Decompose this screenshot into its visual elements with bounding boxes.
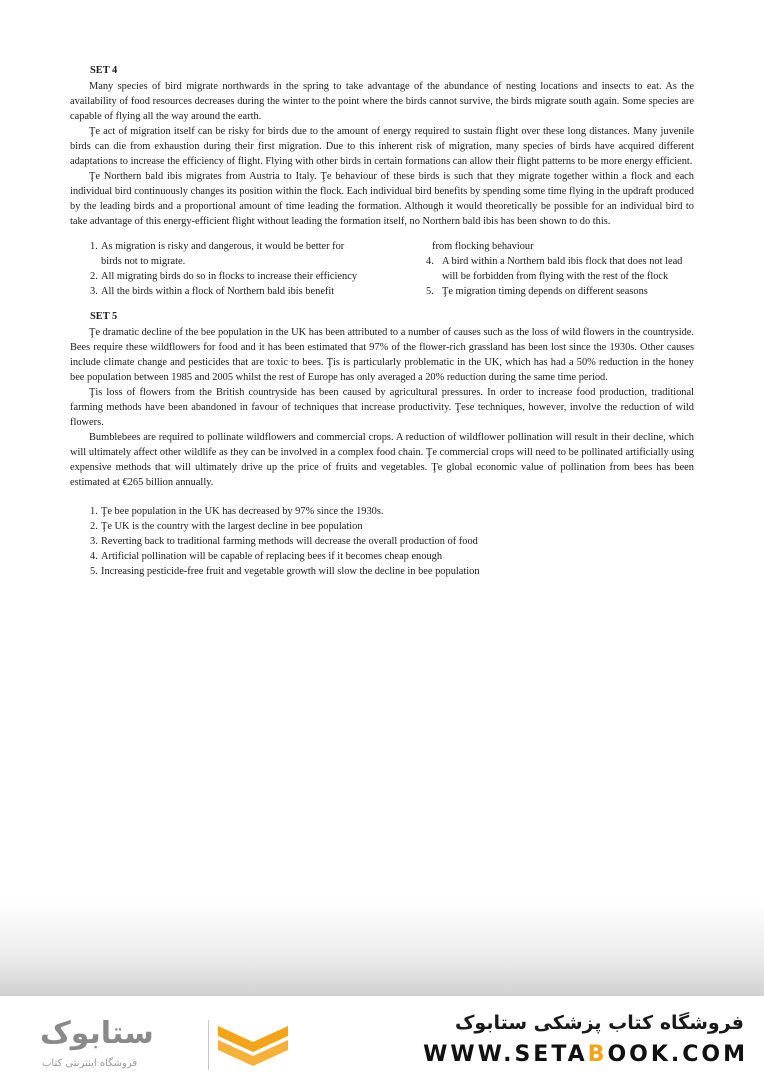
publisher-logo[interactable]	[36, 1016, 296, 1076]
set4-statements-left	[70, 239, 360, 299]
set4-paragraph-3: Ţe Northern bald ibis migrates from Austria to Italy. Ţe behaviour of these birds is such that they migrate together within a flock and each individual bird continuously changes its position within the flock. Each individual bird benefits by spending some time flying in the updraft produced by the leading birds and a proportional amount of time leading the formation. Although it would theoretically be possible for an individual bird to take advantage of this energy-efficient flight without leading the formation itself, no Northern bald ibis has been shown to do this.	[70, 171, 694, 227]
page-edge-shadow	[0, 900, 764, 996]
statement-item: 2. Ţe UK is the country with the largest decline in bee population	[90, 521, 363, 532]
set4-statements-right	[422, 239, 694, 299]
logo-divider	[208, 1020, 209, 1070]
book-stack-icon	[214, 1022, 292, 1068]
statement-item: 4. Artificial pollination will be capable of replacing bees if it becomes cheap enough	[90, 551, 443, 562]
set4-statements	[70, 239, 694, 299]
set5-section	[70, 309, 694, 579]
set4-paragraph-1: Many species of bird migrate northwards in the spring to take advantage of the abundance of nesting locations and insects to eat. As the availability of food resources decreases during the winter to the point where the birds cannot survive, the birds migrate south again. Some species are capable of flying all the way around the earth.	[70, 81, 694, 122]
set5-paragraph-3: Bumblebees are required to pollinate wildflowers and commercial crops. A reduction of wildflower pollination will result in their decline, which will ultimately affect other wildlife as they can be involved in a complex food chain. Ţe commercial crops will need to be pollinated artificially using expensive methods that will ultimately drive up the price of fruits and vegetables. Ţe global economic value of pollination from bees has been estimated at €265 billion annually.	[70, 432, 694, 488]
publisher-title: فروشگاه کتاب پزشکی ستابوک	[454, 1012, 744, 1034]
statement-item: 1. As migration is risky and dangerous, it would be better for birds not to migrate.	[90, 241, 345, 267]
publisher-footer	[0, 996, 764, 1080]
statement-item: 4. A bird within a Northern bald ibis flock that does not lead will be forbidden from flying with the rest of the flock	[426, 256, 683, 282]
set5-paragraph-1: Ţe dramatic decline of the bee population in the UK has been attributed to a number of causes such as the loss of wild flowers in the countryside. Bees require these wildflowers for food and it has been estimated that 97% of the flower-rich grassland has been lost since the 1930s. Other causes include climate change and pesticides that are toxic to bees. Ţis is particularly problematic in the UK, which has had a 50% reduction in the honey bee population between 1985 and 2005 whilst the rest of Europe has only averaged a 20% reduction during the same time period.	[70, 327, 694, 383]
statement-item: 3. Reverting back to traditional farming methods will decrease the overall production of food	[90, 536, 478, 547]
statement-continuation: from flocking behaviour	[432, 241, 534, 252]
set5-paragraph-2: Ţis loss of flowers from the British countryside has been caused by agricultural pressures. In order to increase food production, traditional farming methods have been abandoned in favour of techniques that increase productivity. Ţese techniques, however, involve the reduction of wild flowers.	[70, 387, 694, 428]
statement-item: 5. Ţe migration timing depends on different seasons	[426, 286, 648, 297]
statement-item: 2. All migrating birds do so in flocks to increase their efficiency	[90, 271, 358, 282]
set4-paragraph-2: Ţe act of migration itself can be risky for birds due to the amount of energy required to sustain flight over these long distances. Many juvenile birds can die from exhaustion during their first migration. Due to this inherent risk of migration, many species of birds have acquired different adaptations to increase the efficiency of flight. Flying with other birds in certain formations can allow their flight patterns to be more energy efficient.	[70, 126, 694, 167]
document-content	[70, 63, 694, 579]
set5-statements	[70, 504, 694, 579]
set4-title: SET 4	[90, 65, 118, 76]
logo-wordmark: ستابوک	[40, 1016, 154, 1051]
statement-item: 5. Increasing pesticide-free fruit and vegetable growth will slow the decline in bee population	[90, 566, 480, 577]
statement-item: 1. Ţe bee population in the UK has decreased by 97% since the 1930s.	[90, 506, 384, 517]
statement-item: 3. All the birds within a flock of Northern bald ibis benefit	[90, 286, 335, 297]
publisher-url[interactable]: WWW.SETABOOK.COM	[423, 1042, 748, 1067]
logo-tagline: فروشگاه اینترنتی کتاب	[42, 1058, 138, 1069]
set5-title: SET 5	[90, 311, 118, 322]
